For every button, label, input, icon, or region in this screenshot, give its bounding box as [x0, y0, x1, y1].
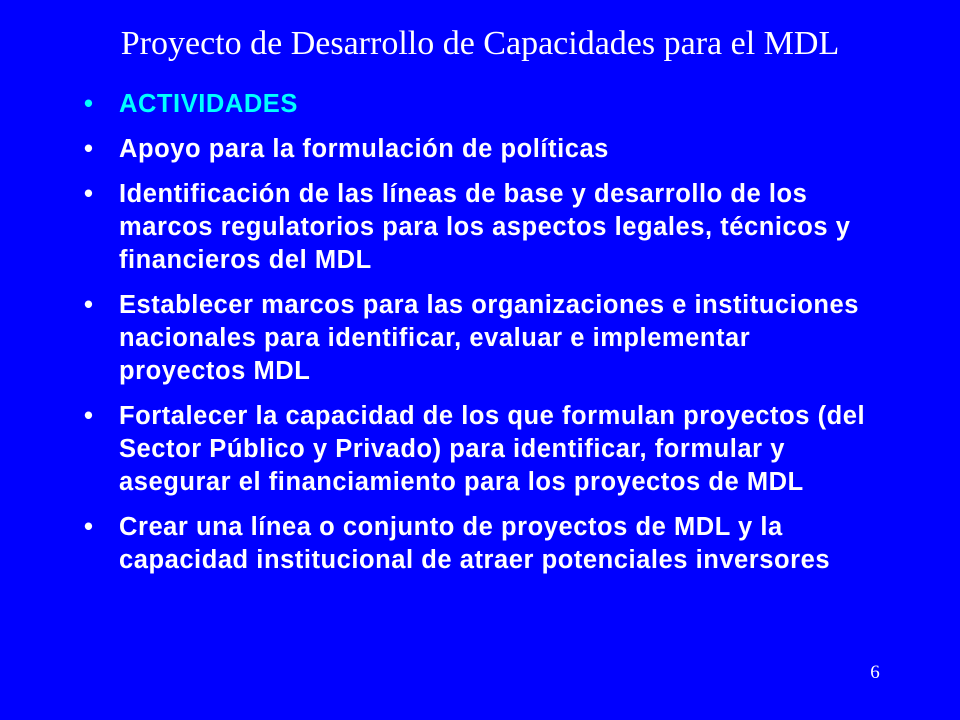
bullet-icon: •: [84, 513, 94, 541]
slide-title: Proyecto de Desarrollo de Capacidades para el MDL: [120, 25, 840, 62]
bullet-icon: •: [84, 90, 94, 118]
bullet-icon: •: [84, 291, 94, 319]
bullet-icon: •: [84, 180, 94, 208]
bullet-text: ACTIVIDADES: [119, 90, 298, 118]
bullet-list: [84, 88, 874, 589]
bullet-item-crear: [84, 511, 874, 577]
bullet-icon: •: [84, 135, 94, 163]
bullet-item-actividades: [84, 88, 874, 121]
bullet-text: Apoyo para la formulación de políticas: [119, 135, 609, 163]
bullet-text: Identificación de las líneas de base y desarrollo de los marcos regulatorios para los aspectos legales, técnicos y financieros del MDL: [119, 180, 851, 274]
bullet-item-establecer: [84, 289, 874, 388]
page-number: 6: [870, 662, 880, 683]
bullet-item-identificacion: [84, 178, 874, 277]
bullet-item-apoyo: [84, 133, 874, 166]
bullet-icon: •: [84, 402, 94, 430]
bullet-item-fortalecer: [84, 400, 874, 499]
bullet-text: Crear una línea o conjunto de proyectos de MDL y la capacidad institucional de atraer potenciales inversores: [119, 513, 831, 574]
bullet-text: Fortalecer la capacidad de los que formulan proyectos (del Sector Público y Privado) para identificar, formular y asegurar el financiamiento para los proyectos de MDL: [119, 402, 866, 496]
bullet-text: Establecer marcos para las organizaciones e instituciones nacionales para identificar, evaluar e implementar proyectos MDL: [119, 291, 859, 385]
